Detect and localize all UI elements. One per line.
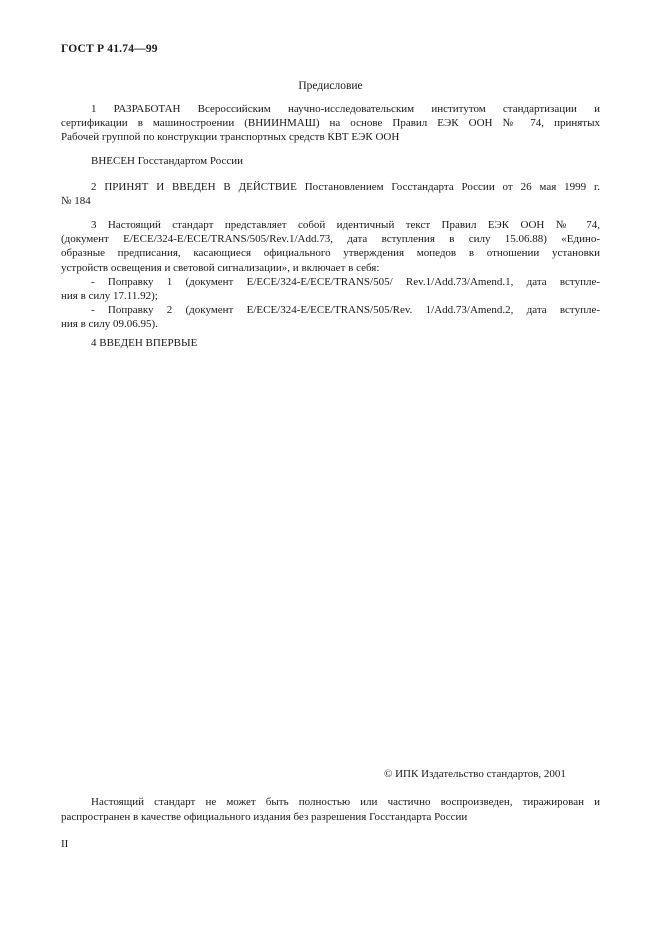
text-line: ния в силу 09.06.95). — [61, 318, 158, 331]
section-developed-by — [61, 102, 600, 145]
text-line: 2 ПРИНЯТ И ВВЕДЕН В ДЕЙСТВИЕ Постановлением Госстандарта России от 26 мая 1999 г. — [91, 181, 600, 193]
text-line: ВНЕСЕН Госстандартом России — [91, 155, 244, 167]
document-code: ГОСТ Р 41.74—99 — [61, 43, 158, 55]
text-line: сертификации в машиностроении (ВНИИНМАШ) на основе Правил ЕЭК ООН № 74, принятых — [61, 117, 600, 130]
page-number: II — [61, 838, 69, 850]
section-standard-text — [61, 218, 600, 332]
text-line: - Поправку 2 (документ E/ECE/324-E/ECE/TRANS/505/Rev. 1/Add.73/Amend.2, дата вступле- — [91, 304, 600, 317]
text-line: 1 РАЗРАБОТАН Всероссийским научно-исследовательским институтом стандартизации и — [91, 103, 600, 115]
section-first-introduced — [61, 336, 600, 350]
section-adopted — [61, 180, 600, 208]
page-title: Предисловие — [298, 80, 363, 92]
text-line: 3 Настоящий стандарт представляет собой идентичный текст Правил ЕЭК ООН № 74, — [91, 219, 600, 231]
copyright-notice: © ИПК Издательство стандартов, 2001 — [384, 768, 566, 780]
text-line: Настоящий стандарт не может быть полностью или частично воспроизведен, тиражирован и — [91, 796, 600, 808]
text-line: образные предписания, касающиеся официального утверждения мопедов в отношении установки — [61, 247, 600, 260]
text-line: Рабочей группой по конструкции транспортных средств КВТ ЕЭК ООН — [61, 131, 400, 144]
text-line: устройств освещения и световой сигнализации», и включает в себя: — [61, 261, 380, 274]
reproduction-notice — [61, 795, 600, 824]
text-line: 4 ВВЕДЕН ВПЕРВЫЕ — [91, 337, 198, 349]
text-line: (документ E/ECE/324-E/ECE/TRANS/505/Rev.1/Add.73, дата вступления в силу 15.06.88) «Едино- — [61, 233, 600, 246]
text-line: распространен в качестве официального издания без разрешения Госстандарта России — [61, 810, 468, 823]
text-line: ния в силу 17.11.92); — [61, 290, 158, 303]
section-introduced-by — [61, 154, 600, 168]
text-line: № 184 — [61, 195, 91, 208]
text-line: - Поправку 1 (документ E/ECE/324-E/ECE/TRANS/505/ Rev.1/Add.73/Amend.1, дата вступле- — [91, 275, 600, 288]
